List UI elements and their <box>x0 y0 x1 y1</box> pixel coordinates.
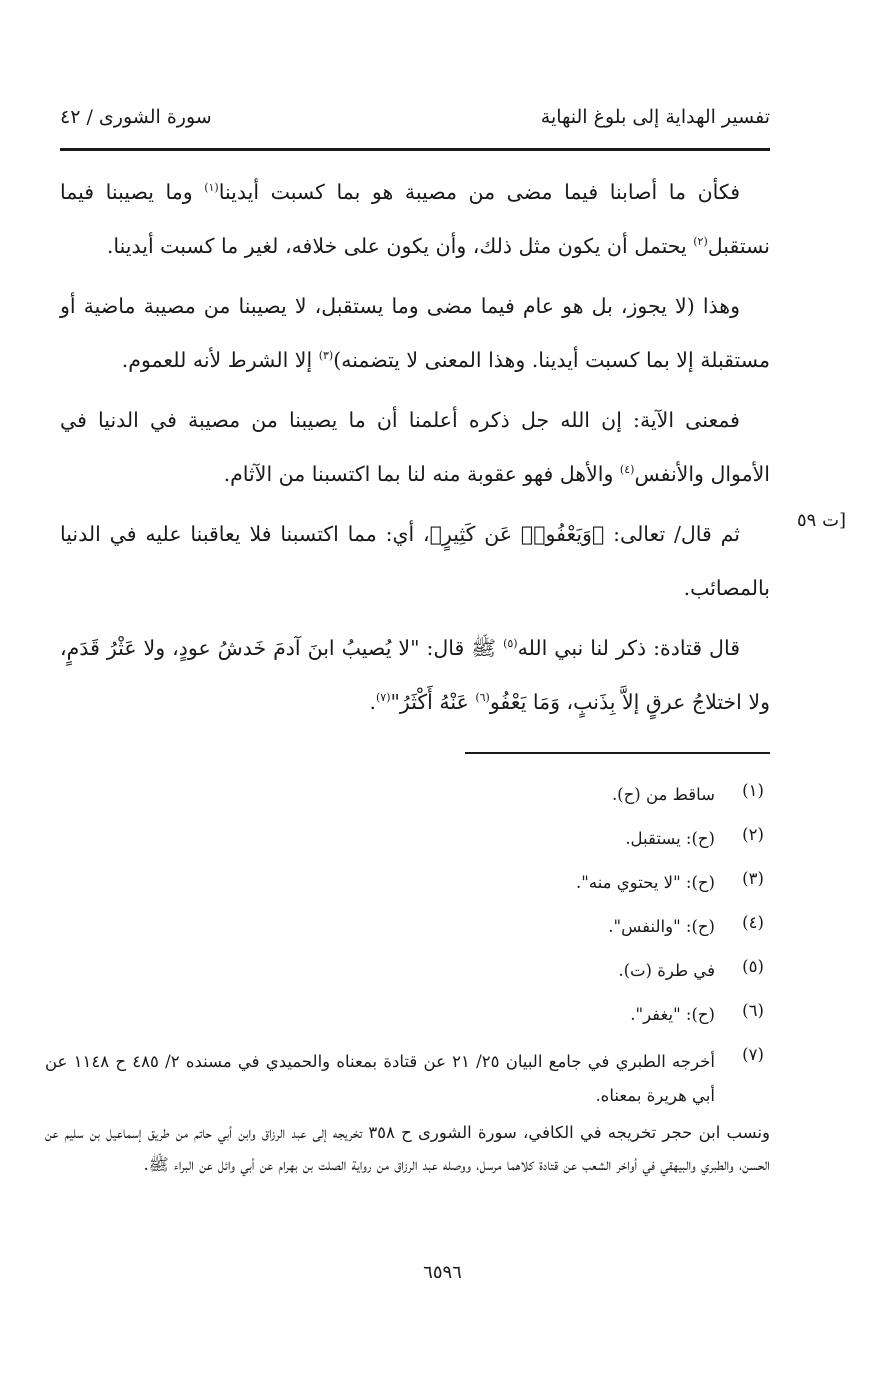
paragraph-5 <box>60 621 770 729</box>
footnote-number: (٣) <box>742 869 764 888</box>
book-title: تفسير الهداية إلى بلوغ النهاية <box>540 106 770 128</box>
paragraph-1 <box>60 165 770 273</box>
footnote-item <box>45 949 770 993</box>
footnote-text: (ح): "لا يحتوي منه". <box>576 873 715 892</box>
surah-title: سورة الشورى / ٤٢ <box>60 106 212 128</box>
footnote-text: أخرجه الطبري في جامع البيان ٢٥/ ٢١ عن قتادة بمعناه والحميدي في مسنده ٢/ ٤٨٥ ح ١١٤٨ عن أبي هريرة بمعناه. <box>45 1052 715 1105</box>
paragraph-text: . <box>369 690 376 714</box>
footnote-item <box>45 773 770 817</box>
paragraph-text: فمعنى الآية: إن الله جل ذكره أعلمنا أن ما يصيبنا من مصيبة في الدنيا في الأموال والأنفس <box>60 408 770 486</box>
footnote-text: في طرة (ت). <box>618 961 715 980</box>
footnote-number: (٧) <box>742 1045 764 1064</box>
footnote-item <box>45 861 770 905</box>
footnote-number: (٢) <box>742 825 764 844</box>
footnote-text: ساقط من (ح). <box>611 785 715 804</box>
paragraph-2 <box>60 279 770 387</box>
footnotes <box>45 773 770 1181</box>
footnote-ref[interactable]: (١) <box>204 181 219 195</box>
running-header <box>60 100 770 140</box>
main-text <box>60 165 770 735</box>
footnote-ref[interactable]: (٢) <box>693 235 708 249</box>
footnote-text: (ح): "يغفر". <box>630 1005 715 1024</box>
footnote-number: (٦) <box>742 1001 764 1020</box>
header-rule <box>60 148 770 151</box>
footnote-ref[interactable]: (٥) <box>503 637 518 651</box>
footnote-ref[interactable]: (٦) <box>475 691 490 705</box>
paragraph-text: وما يصيبنا فيما نستقبل <box>60 180 770 258</box>
footnote-item <box>45 905 770 949</box>
footnote-ref[interactable]: (٧) <box>375 691 391 705</box>
manuscript-margin-note: [ت ٥٩ <box>797 510 847 531</box>
footnote-number: (٤) <box>742 913 764 932</box>
footnote-number: (١) <box>742 781 764 800</box>
paragraph-text: ﷺ قال: "لا يُصيبُ ابنَ آدمَ خَدشُ عودٍ، ولا عَثْرُ قَدَمٍ، ولا اختلاجُ عرقٍ إلاَّ بِذَنبٍ، وَمَا يَعْفُو <box>60 636 770 714</box>
page-number: ٦٥٩٦ <box>423 1262 462 1283</box>
paragraph-text: فكأن ما أصابنا فيما مضى من مصيبة هو بما كسبت أيدينا <box>218 180 740 204</box>
paragraph-text: وهذا (لا يجوز، بل هو عام فيما مضى وما يستقبل، لا يصيبنا من مصيبة ماضية أو مستقبلة إلا بما كسبت أيدينا. وهذا المعنى لا يتضمنه) <box>60 294 770 372</box>
footnote-number: (٥) <box>742 957 764 976</box>
footnote-ref[interactable]: (٤) <box>619 463 635 477</box>
paragraph-text: ثم قال/ تعالى: ﴿وَيَعْفُوا۟ عَن كَثِيرٍ﴾، أي: مما اكتسبنا فلا يعاقبنا عليه في الدنيا بالمصائب. <box>60 522 770 600</box>
footnote-ref[interactable]: (٣) <box>318 349 334 363</box>
paragraph-text: قال قتادة: ذكر لنا نبي الله <box>517 636 741 660</box>
paragraph-text: والأهل فهو عقوبة منه لنا بما اكتسبنا من الآثام. <box>223 462 620 486</box>
paragraph-3 <box>60 393 770 501</box>
footnote-separator <box>465 752 770 754</box>
footnote-item <box>45 1037 770 1113</box>
paragraph-4 <box>60 507 770 615</box>
footnote-text: (ح): يستقبل. <box>625 829 715 848</box>
footnote-continuation: ونسب ابن حجر تخريجه في الكافي، سورة الشورى ح ٣٥٨ تخريجه إلى عبد الرزاق وابن أبي حاتم من طريق إسماعيل بن سليم عن الحسن، والطبري والبيهقي في أواخر الشعب عن قتادة كلاهما مرسل، ووصله عبد الرزاق من رواية الصلت بن بهرام عن أبي وائل عن البراء ﷺ. <box>45 1123 770 1174</box>
paragraph-text: عَنْهُ أَكْثَرُ" <box>390 690 476 714</box>
footnote-item <box>45 993 770 1037</box>
paragraph-text: يحتمل أن يكون مثل ذلك، وأن يكون على خلافه، لغير ما كسبت أيدينا. <box>106 234 694 258</box>
paragraph-text: إلا الشرط لأنه للعموم. <box>121 348 319 372</box>
footnote-item <box>45 817 770 861</box>
footnote-text: (ح): "والنفس". <box>608 917 715 936</box>
